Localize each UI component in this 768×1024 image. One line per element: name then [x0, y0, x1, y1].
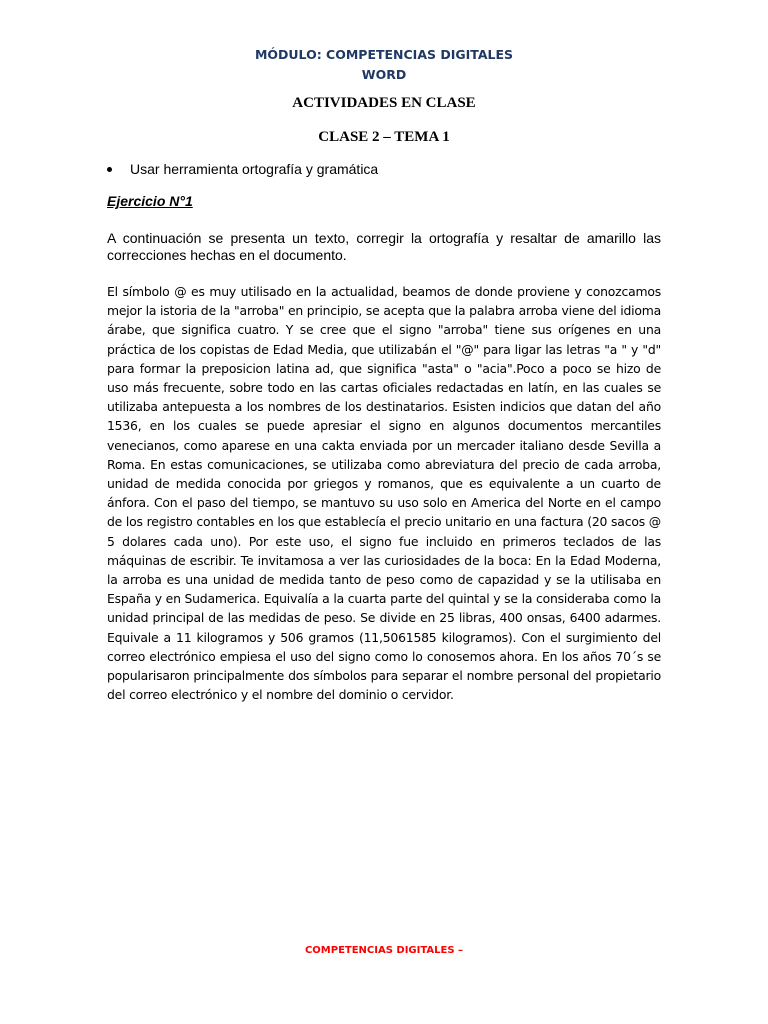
activities-heading: ACTIVIDADES EN CLASE [292, 95, 476, 111]
page-footer: COMPETENCIAS DIGITALES – [304, 945, 464, 956]
bullet-list-item [107, 161, 378, 177]
module-title: MÓDULO: COMPETENCIAS DIGITALES [254, 47, 514, 62]
class-heading: CLASE 2 – TEMA 1 [318, 129, 450, 145]
exercise-heading: Ejercicio N°1 [107, 193, 193, 209]
instruction-paragraph: A continuación se presenta un texto, corregir la ortografía y resaltar de amarillo las correcciones hechas en el documento. [107, 230, 661, 263]
bullet-text: Usar herramienta ortografía y gramática [130, 161, 379, 177]
module-subtitle: WORD [361, 67, 407, 82]
body-paragraph: El símbolo @ es muy utilisado en la actualidad, beamos de donde proviene y conozcamos mejor la istoria de la "arroba" en principio, se acepta que la palabra arroba viene del idioma árabe, que significa cuatro. Y se cree que el signo "arroba" tiene sus orígenes en una práctica de los copistas de Edad Media, que utilizabán el "@" para ligar las letras "a " y "d" para formar la preposicion latina ad, que significa "asta" o "acia".Poco a poco se hizo de uso más frecuente, sobre todo en las cartas oficiales redactadas en latín, en las cuales se utilizaba antepuesta a los nombres de los destinatarios. Esisten indicios que datan del año 1536, en los cuales se puede apresiar el signo en algunos documentos mercantiles venecianos, como aparese en una cakta enviada por un mercader italiano desde Sevilla a Roma. En estas comunicaciones, se utilizaba como abreviatura del precio de cada arroba, unidad de medida conocida por griegos y romanos, que es equivalente a un cuarto de ánfora. Con el paso del tiempo, se mantuvo su uso solo en America del Norte en el campo de los registro contables en los que establecía el precio unitario en una factura (20 sacos @ 5 dolares cada uno). Por este uso, el signo fue incluido en primeros teclados de las máquinas de escribir. Te invitamosa a ver las curiosidades de la boca: En la Edad Moderna, la arroba es una unidad de medida tanto de peso como de capazidad y se la utilisaba en España y en Sudamerica. Equivalía a la cuarta parte del quintal y se la consideraba como la unidad principal de las medidas de peso. Se divide en 25 libras, 400 onsas, 6400 adarmes. Equivale a 11 kilogramos y 506 gramos (11,5061585 kilogramos). Con el surgimiento del correo electrónico empiesa el uso del signo como lo conosemos ahora. En los años 70´s se popularisaron principalmente dos símbolos para separar el nombre personal del propietario del correo electrónico y el nombre del dominio o cervidor. [107, 284, 661, 703]
bullet-icon [107, 167, 112, 172]
